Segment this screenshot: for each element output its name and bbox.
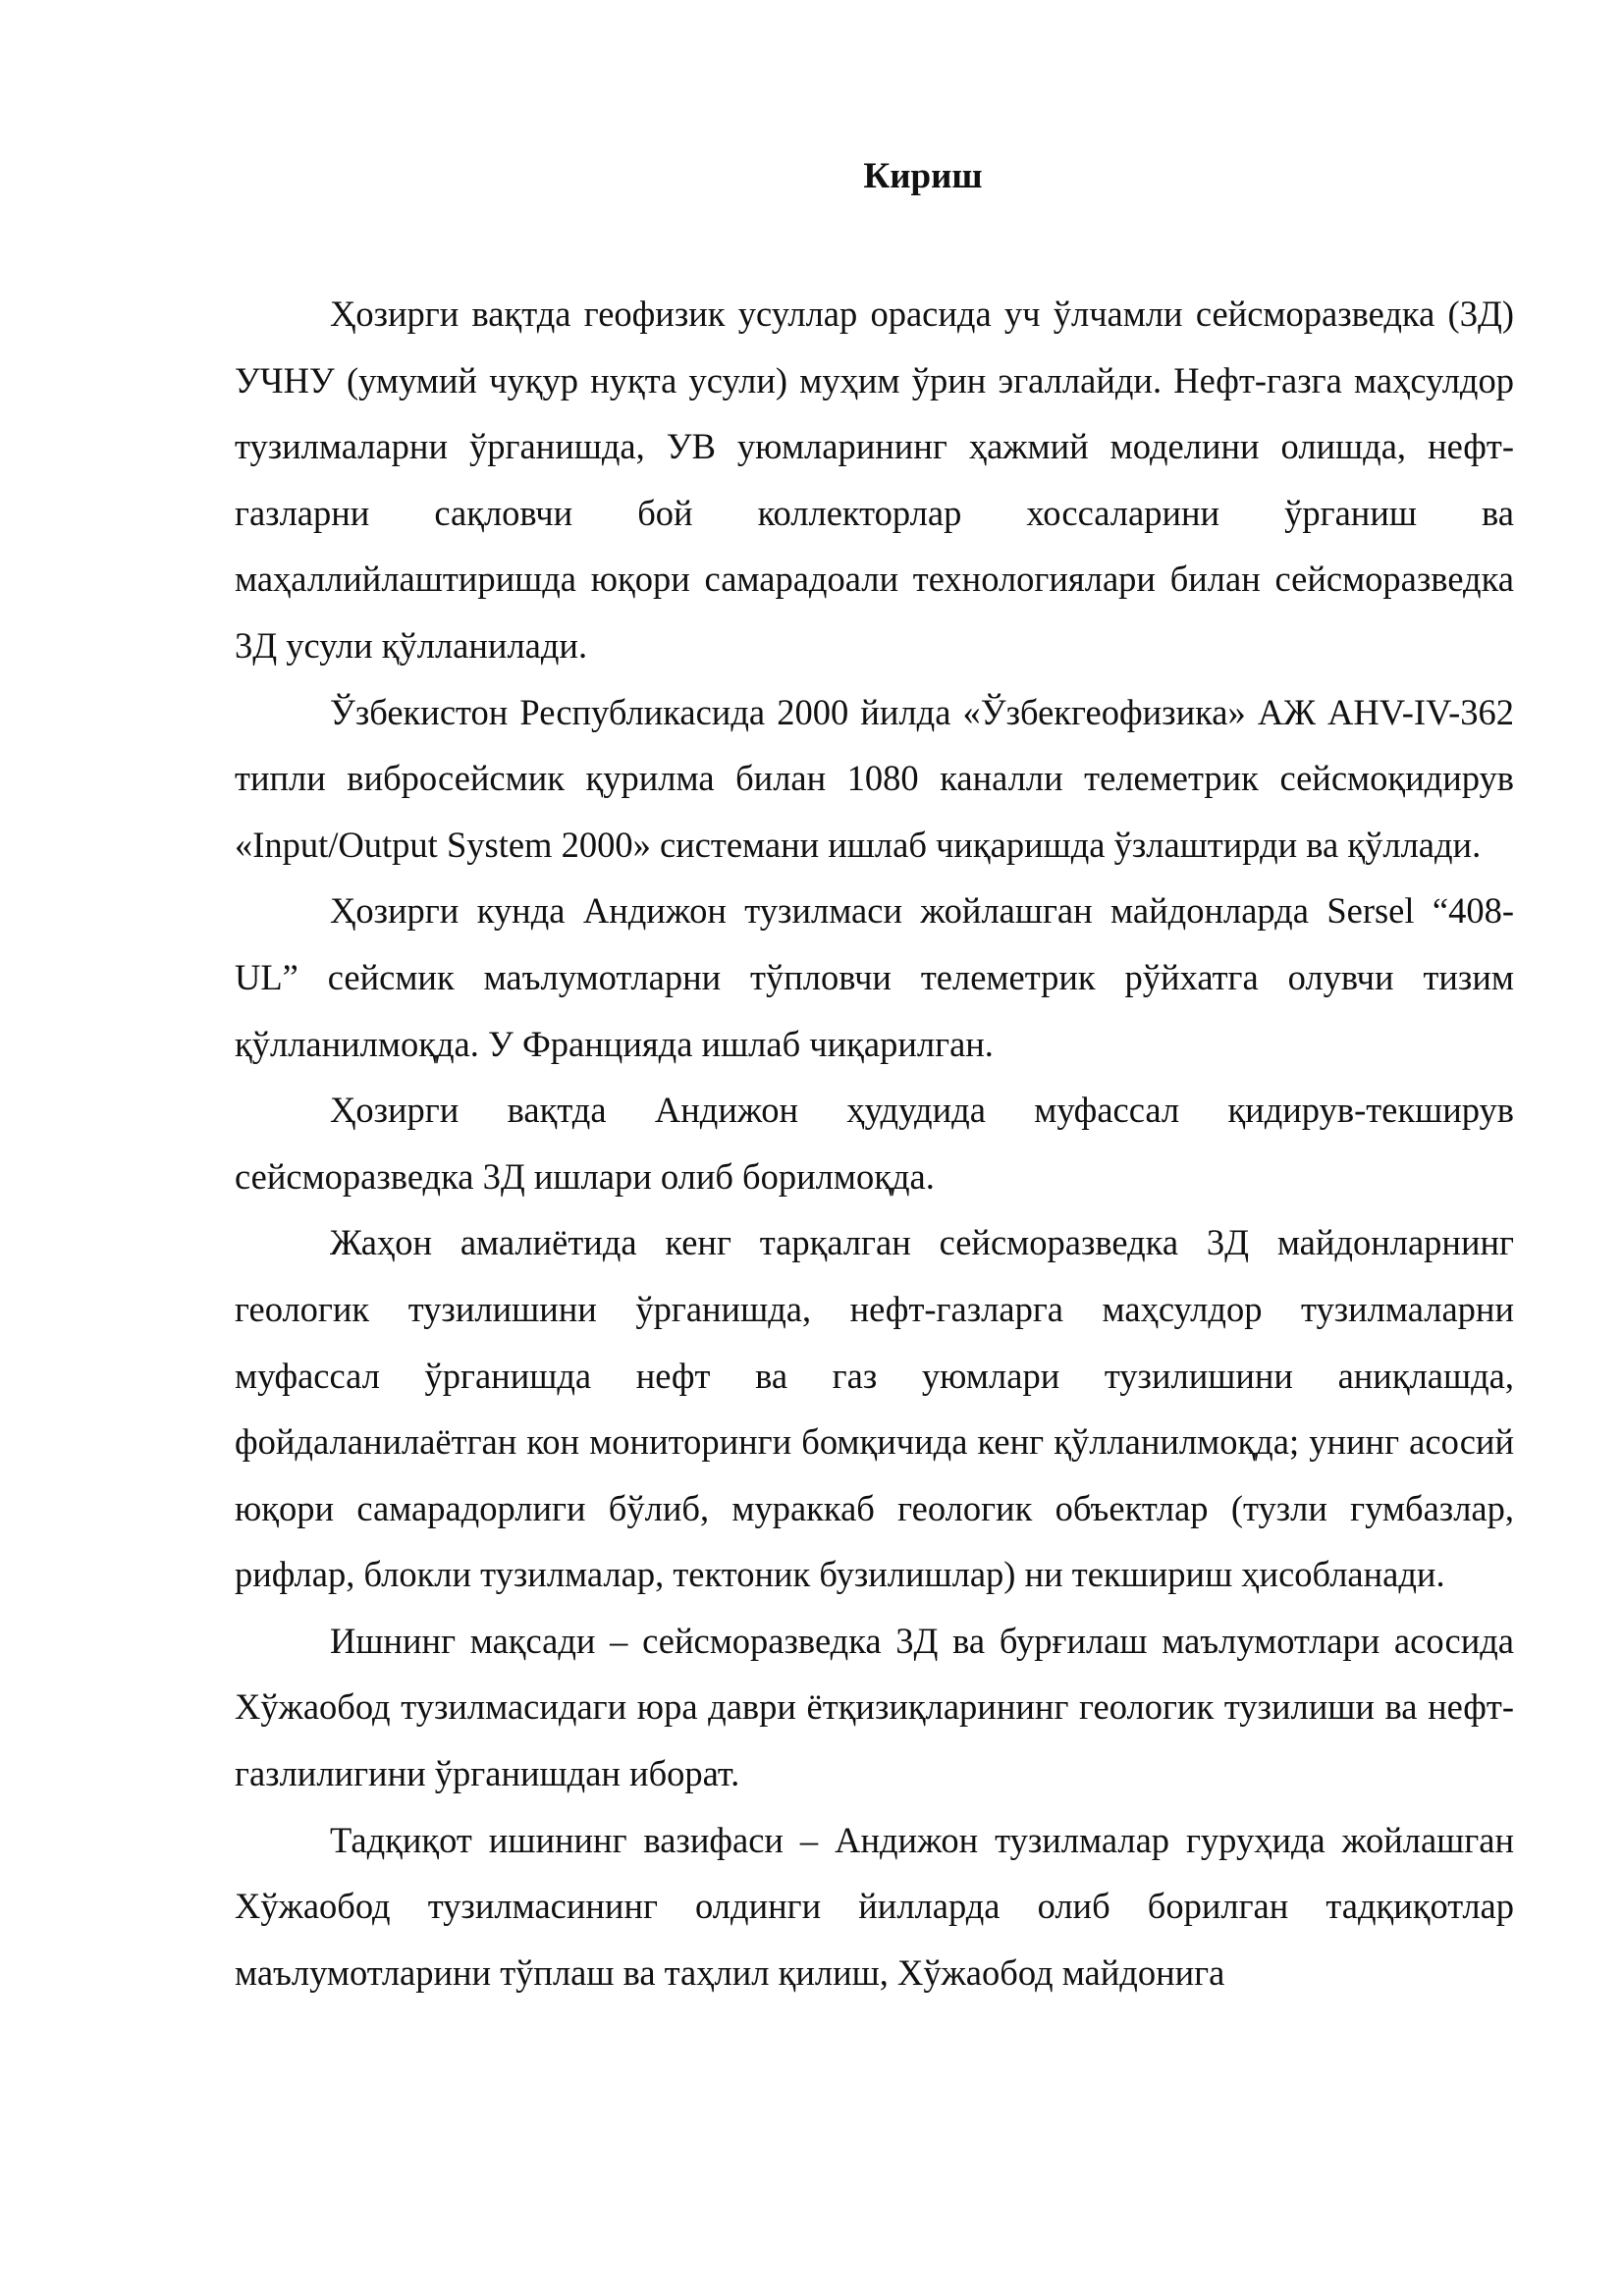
- paragraph: Ишнинг мақсади – сейсморазведка 3Д ва бурғилаш маълумотлари асосида Хўжаобод тузилмасидаги юра даври ётқизиқларининг геологик тузилиши ва нефт-газлилигини ўрганишдан иборат.: [235, 1620, 1514, 1794]
- body-text: [235, 281, 1514, 2005]
- paragraph: Жаҳон амалиётида кенг тарқалган сейсморазведка 3Д майдонларнинг геологик тузилишини ўрганишда, нефт-газларга маҳсулдор тузилмаларни муфассал ўрганишда нефт ва газ уюмлари тузилишини аниқлашда, фойдаланилаётган кон мониторинги бомқичида кенг қўлланилмоқда; унинг асосий юқори самарадорлиги бўлиб, мураккаб геологик объектлар (тузли гумбазлар, рифлар, блокли тузилмалар, тектоник бузилишлар) ни текшириш ҳисобланади.: [235, 1222, 1514, 1595]
- paragraph: Ўзбекистон Республикасида 2000 йилда «Ўзбекгеофизика» АЖ AHV-IV-362 типли вибросейсмик қурилма билан 1080 каналли телеметрик сейсмоқидирув «Input/Output System 2000» системани ишлаб чиқаришда ўзлаштирди ва қўллади.: [235, 691, 1514, 865]
- section-title: Кириш: [863, 156, 983, 196]
- paragraph: Ҳозирги вақтда Андижон ҳудудида муфассал қидирув-текширув сейсморазведка 3Д ишлари олиб борилмоқда.: [235, 1090, 1514, 1197]
- paragraph: Тадқиқот ишининг вазифаси – Андижон тузилмалар гуруҳида жойлашган Хўжаобод тузилмасининг олдинги йилларда олиб борилган тадқиқотлар маълумотларини тўплаш ва таҳлил қилиш, Хўжаобод майдонига: [235, 1819, 1514, 1993]
- paragraph: Ҳозирги кунда Андижон тузилмаси жойлашган майдонларда Sersel “408-UL” сейсмик маълумотларни тўпловчи телеметрик рўйхатга олувчи тизим қўлланилмоқда. У Францияда ишлаб чиқарилган.: [235, 890, 1514, 1064]
- paragraph: Ҳозирги вақтда геофизик усуллар орасида уч ўлчамли сейсморазведка (3Д) УЧНУ (умумий чуқур нуқта усули) муҳим ўрин эгаллайди. Нефт-газга маҳсулдор тузилмаларни ўрганишда, УВ уюмларининг ҳажмий моделини олишда, нефт-газларни сақловчи бой коллекторлар хоссаларини ўрганиш ва маҳаллийлаштиришда юқори самарадоали технологиялари билан сейсморазведка 3Д усули қўлланилади.: [235, 294, 1514, 666]
